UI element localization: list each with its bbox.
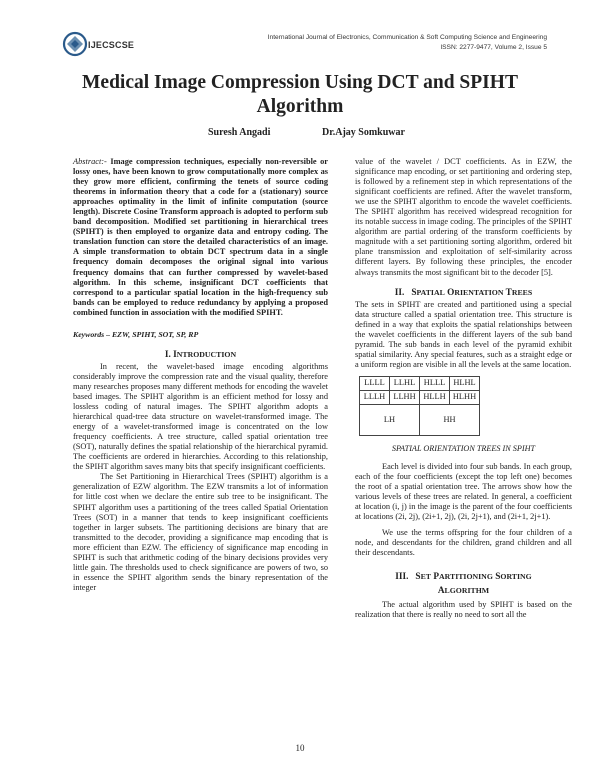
table-cell: HLHL — [450, 376, 480, 390]
table-cell: LLHH — [390, 390, 420, 404]
section-2-paragraph-2: Each level is divided into four sub bands. In each group, each of the four coefficients (except the top left one) becomes the root of a spatial orientation tree. The arrows show how the various levels of these trees are related. In general, a coefficient at location (i, j) in the image is the parent of the four coefficients at locations (2i, 2j), (2i+1, 2j), (2i, 2j+1), and (2i+1, 2j+1). — [355, 461, 572, 522]
journal-issn: ISSN: 2277-9477, Volume 2, Issue 5 — [440, 43, 547, 51]
table-cell: HLLL — [420, 376, 450, 390]
section-3-paragraph-1: The actual algorithm used by SPIHT is based on the realization that there is really no need to sort all the — [355, 600, 572, 620]
paper-title: Medical Image Compression Using DCT and SPIHT Algorithm — [82, 72, 518, 117]
keywords: Keywords – EZW, SPIHT, SOT, SP, RP — [73, 329, 199, 339]
author-2: Dr.Ajay Somkuwar — [322, 127, 405, 138]
section-2-heading: II. SPATIAL ORIENTATION TREES — [394, 287, 533, 298]
table-cell: HLLH — [420, 390, 450, 404]
journal-info — [268, 33, 547, 52]
logo-text: IJECSCSE — [88, 40, 135, 50]
section-1-paragraph-1: In recent, the wavelet-based image encoding algorithms considerably improve the compression rate and the visual quality, therefore many researches proposes many different methods for encoding the wavelet based images. The SPIHT algorithm is an efficient method for lossy and lossless coding of natural images. The SPIHT algorithm adopts a hierarchical quad-tree data structure on wavelet-transformed image. The energy of a wavelet-transformed image is concentrated on the low frequency coefficients. A tree structure, called spatial orientation tree (SOT), naturally defines the spatial relationship of the hierarchical pyramid. The coefficients are ordered in hierarchies. According to this relationship, the SPIHT algorithm saves many bits that specify insignificant coefficients. — [73, 361, 328, 472]
table-row — [360, 376, 480, 390]
page-number: 10 — [295, 743, 305, 753]
figure-caption: SPATIAL ORIENTATION TREES IN SPIHT — [391, 443, 536, 453]
orientation-tree-table — [359, 376, 480, 436]
abstract-label: Abstract:- — [73, 157, 107, 166]
journal-name: International Journal of Electronics, Communication & Soft Computing Science and Engineering — [267, 34, 547, 41]
section-3-heading: III. SET PARTITIONING SORTING ALGORITHM — [395, 572, 532, 597]
table-cell: LLLL — [360, 376, 390, 390]
table-row — [360, 390, 480, 404]
table-cell: LH — [360, 404, 420, 435]
right-column — [355, 157, 572, 621]
section-1-heading: I. INTRODUCTION — [164, 349, 237, 360]
author-1: Suresh Angadi — [208, 127, 271, 138]
table-cell: LLHL — [390, 376, 420, 390]
table-cell: LLLH — [360, 390, 390, 404]
left-column — [73, 157, 328, 593]
table-row — [360, 404, 480, 435]
section-2-paragraph-1: The sets in SPIHT are created and partitioned using a special data structure called a spatial orientation tree. This structure is defined in a way that exploits the spatial relationships between the wavelet coefficients in the different layers of the sub band pyramid. The sub bands in each level of the pyramid exhibit spatial similarity. Any special features, such as a straight edge or a uniform region are visible in all the levels at the same location. — [355, 299, 572, 369]
section-2-paragraph-3: We use the terms offspring for the four children of a node, and descendants for the children, grand children and all their descendants. — [355, 528, 572, 558]
abstract — [73, 157, 328, 318]
abstract-text: Image compression techniques, especially non-reversible or lossy ones, have been known to grow computationally more complex as they grow more efficient, confirming the tenets of source coding theorems in information theory that a code for a (stationary) source approaches optimality in the limit of infinite computation (source length). Discrete Cosine Transform approach is adopted to perform sub band decomposition. Modified set partitioning in hierarchical trees (SPIHT) is then employed to organize data and entropy coding. The translation function can store the detailed characteristics of an image. A simple transformation to obtain DCT spectrum data in a single frequency domain decomposes the original signal into various frequency domains that can further compressed by wavelet-based algorithm. In this scheme, insignificant DCT coefficients that correspond to a particular spatial location in the high-frequency sub bands can be employed to reduce redundancy by applying a proposed combined function in association with the modified SPIHT. — [73, 157, 328, 317]
continued-paragraph: value of the wavelet / DCT coefficients. As in EZW, the significance map encoding, or set partitioning and ordering step, is followed by a refinement step in which representations of the significant coefficients are refined. After the wavelet transform, we use the SPIHT algorithm to encode the wavelet coefficients. The SPIHT algorithm has received widespread recognition for its notable success in image coding. The principles of the SPIHT algorithm are partial ordering of the transform coefficients by magnitude with a set partitioning sorting algorithm, ordered bit plane transmission and exploitation of self-similarity across different layers. By following these principles, the encoder always transmits the most significant bit to the decoder [5]. — [355, 157, 572, 277]
table-cell: HLHH — [450, 390, 480, 404]
section-1-paragraph-2: The Set Partitioning in Hierarchical Trees (SPIHT) algorithm is a generalization of EZW algorithm. The EZW transmits a lot of information for little cost when we declare the entire sub tree to be insignificant. The SPIHT algorithm uses a partitioning of the trees called Spatial Orientation Trees (SOT) in a manner that tends to keep insignificant coefficients together in larger subsets. The partitioning decisions are binary that are transmitted to the decoder, providing a significance map encoding that is more efficient than EZW. The efficiency of significance map encoding in SPIHT is such that arithmetic coding of the binary decisions provides very little gain. The thresholds used to check significance are powers of two, so in essence the SPIHT algorithm sends the binary representation of the integer — [73, 472, 328, 592]
table-cell: HH — [420, 404, 480, 435]
